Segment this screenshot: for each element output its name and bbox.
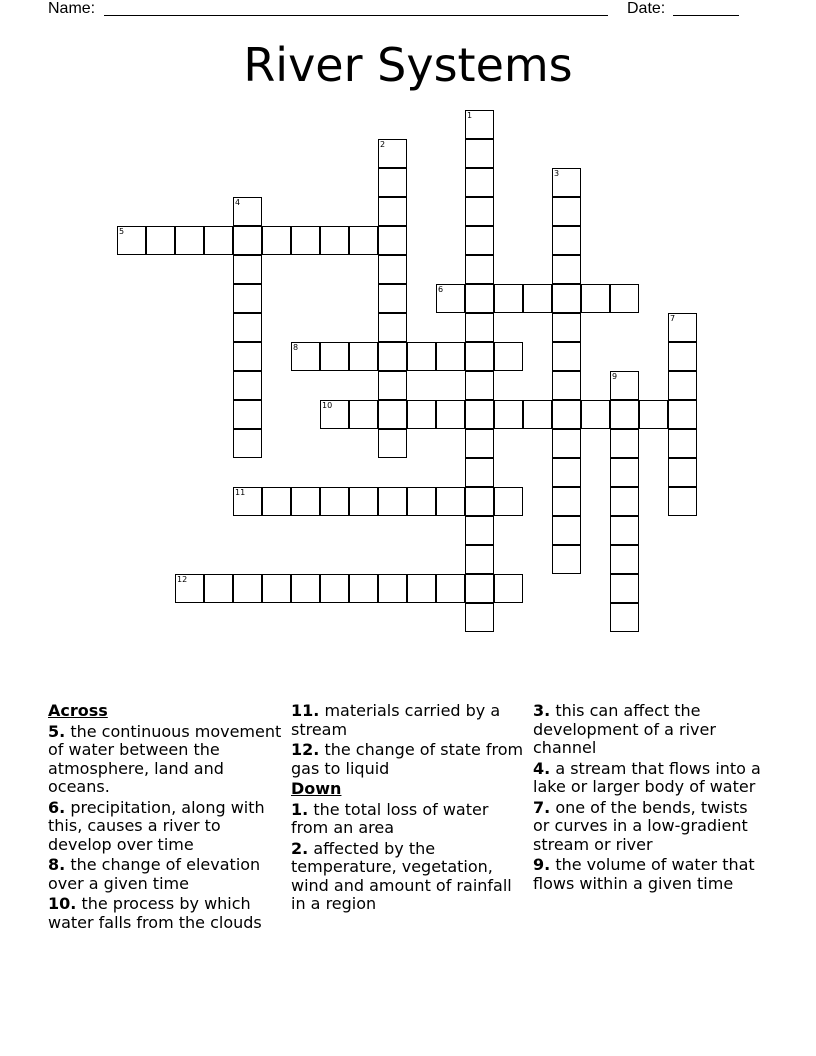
clue-down-9	[533, 856, 769, 893]
crossword-cell[interactable]	[552, 255, 581, 284]
crossword-cell[interactable]	[552, 429, 581, 458]
clue-number: 2.	[291, 838, 309, 858]
crossword-cell[interactable]	[233, 487, 262, 516]
crossword-cell[interactable]	[465, 342, 494, 371]
crossword-cell[interactable]	[552, 458, 581, 487]
crossword-cell[interactable]	[378, 139, 407, 168]
page-title: River Systems	[243, 38, 573, 92]
crossword-cell[interactable]	[610, 284, 639, 313]
clue-text: affected by the temperature, vegetation, wind and amount of rainfall in a region	[291, 838, 512, 913]
crossword-cell[interactable]	[378, 313, 407, 342]
crossword-cell[interactable]	[465, 139, 494, 168]
crossword-cell[interactable]	[465, 429, 494, 458]
crossword-cell[interactable]	[320, 487, 349, 516]
crossword-cell[interactable]	[233, 197, 262, 226]
crossword-cell[interactable]	[407, 487, 436, 516]
crossword-cell[interactable]	[378, 487, 407, 516]
crossword-cell[interactable]	[465, 168, 494, 197]
crossword-cell[interactable]	[349, 400, 378, 429]
crossword-cell[interactable]	[436, 284, 465, 313]
cell-number: 8	[293, 343, 299, 352]
crossword-cell[interactable]	[233, 284, 262, 313]
crossword-cell[interactable]	[494, 574, 523, 603]
crossword-cell[interactable]	[233, 255, 262, 284]
crossword-cell[interactable]	[610, 371, 639, 400]
cell-number: 11	[235, 488, 246, 497]
crossword-cell[interactable]	[552, 516, 581, 545]
crossword-cell[interactable]	[378, 226, 407, 255]
clue-down-1	[291, 801, 527, 838]
crossword-cell[interactable]	[407, 574, 436, 603]
crossword-cell[interactable]	[494, 400, 523, 429]
clue-down-7	[533, 799, 769, 855]
crossword-cell[interactable]	[465, 313, 494, 342]
crossword-cell[interactable]	[581, 284, 610, 313]
crossword-cell[interactable]	[552, 545, 581, 574]
crossword-cell[interactable]	[552, 197, 581, 226]
cell-number: 5	[119, 227, 125, 236]
crossword-cell[interactable]	[378, 255, 407, 284]
crossword-cell[interactable]	[291, 574, 320, 603]
clue-text: the change of elevation over a given time	[48, 855, 261, 893]
crossword-cell[interactable]	[552, 400, 581, 429]
crossword-cell[interactable]	[378, 284, 407, 313]
crossword-cell[interactable]	[378, 197, 407, 226]
down-heading: Down	[291, 779, 342, 798]
crossword-cell[interactable]	[668, 400, 697, 429]
cell-number: 10	[322, 401, 333, 410]
crossword-cell[interactable]	[465, 516, 494, 545]
clue-number: 9.	[533, 855, 551, 874]
clue-text: precipitation, along with this, causes a river to develop over time	[48, 797, 265, 854]
crossword-cell[interactable]	[378, 371, 407, 400]
crossword-cell[interactable]	[204, 226, 233, 255]
crossword-cell[interactable]	[552, 487, 581, 516]
crossword-cell[interactable]	[436, 342, 465, 371]
name-label: Name:	[48, 0, 96, 17]
crossword-cell[interactable]	[349, 487, 378, 516]
clue-number: 11.	[291, 701, 320, 720]
clue-down-2	[291, 840, 527, 914]
crossword-cell[interactable]	[233, 226, 262, 255]
crossword-cell[interactable]	[349, 574, 378, 603]
crossword-cell[interactable]	[668, 371, 697, 400]
clue-number: 1.	[291, 799, 309, 819]
clue-number: 4.	[533, 758, 551, 778]
crossword-cell[interactable]	[291, 226, 320, 255]
clues-column-3	[533, 702, 769, 895]
crossword-cell[interactable]	[291, 487, 320, 516]
crossword-cell[interactable]	[233, 371, 262, 400]
crossword-cell[interactable]	[610, 574, 639, 603]
clue-number: 12.	[291, 740, 320, 759]
crossword-cell[interactable]	[465, 574, 494, 603]
cell-number: 2	[380, 140, 386, 149]
crossword-cell[interactable]	[552, 168, 581, 197]
crossword-cell[interactable]	[233, 400, 262, 429]
clue-across-6	[48, 799, 284, 855]
date-label: Date:	[627, 0, 666, 17]
crossword-cell[interactable]	[494, 284, 523, 313]
clue-text: the continuous movement of water between the atmosphere, land and oceans.	[48, 721, 282, 796]
crossword-cell[interactable]	[465, 110, 494, 139]
clue-text: the total loss of water from an area	[291, 799, 489, 837]
crossword-cell[interactable]	[233, 429, 262, 458]
crossword-cell[interactable]	[349, 226, 378, 255]
crossword-cell[interactable]	[378, 429, 407, 458]
clue-across-8	[48, 856, 284, 893]
crossword-cell[interactable]	[233, 313, 262, 342]
clue-number: 3.	[533, 701, 551, 720]
crossword-cell[interactable]	[262, 226, 291, 255]
cell-number: 6	[438, 285, 444, 294]
crossword-cell[interactable]	[262, 574, 291, 603]
across-heading: Across	[48, 701, 108, 720]
crossword-cell[interactable]	[320, 342, 349, 371]
crossword-cell[interactable]	[349, 342, 378, 371]
clue-across-11	[291, 702, 527, 739]
crossword-cell[interactable]	[465, 487, 494, 516]
cell-number: 9	[612, 372, 618, 381]
crossword-cell[interactable]	[494, 342, 523, 371]
crossword-cell[interactable]	[494, 487, 523, 516]
clue-text: the process by which water falls from the clouds	[48, 894, 262, 932]
crossword-cell[interactable]	[610, 487, 639, 516]
cell-number: 1	[467, 111, 473, 120]
crossword-cell[interactable]	[262, 487, 291, 516]
clue-number: 7.	[533, 797, 551, 817]
crossword-cell[interactable]	[233, 342, 262, 371]
crossword-cell[interactable]	[465, 226, 494, 255]
crossword-cell[interactable]	[465, 284, 494, 313]
crossword-cell[interactable]	[436, 487, 465, 516]
clues-column-2	[291, 702, 527, 916]
crossword-cell[interactable]	[465, 545, 494, 574]
crossword-cell[interactable]	[552, 284, 581, 313]
crossword-cell[interactable]	[204, 574, 233, 603]
clue-number: 5.	[48, 721, 66, 741]
crossword-cell[interactable]	[465, 371, 494, 400]
crossword-cell[interactable]	[465, 400, 494, 429]
crossword-cell[interactable]	[523, 400, 552, 429]
crossword-cell[interactable]	[552, 313, 581, 342]
crossword-cell[interactable]	[610, 400, 639, 429]
clue-text: the volume of water that flows within a given time	[533, 855, 755, 893]
crossword-cell[interactable]	[581, 400, 610, 429]
clue-down-4	[533, 760, 769, 797]
clue-text: a stream that flows into a lake or larger body of water	[533, 758, 761, 796]
cell-number: 4	[235, 198, 241, 207]
crossword-cell[interactable]	[523, 284, 552, 313]
clue-across-10	[48, 895, 284, 932]
clue-text: one of the bends, twists or curves in a low-gradient stream or river	[533, 797, 748, 854]
crossword-cell[interactable]	[465, 255, 494, 284]
crossword-cell[interactable]	[407, 342, 436, 371]
crossword-cell[interactable]	[668, 487, 697, 516]
crossword-cell[interactable]	[436, 574, 465, 603]
clue-across-5	[48, 723, 284, 797]
crossword-cell[interactable]	[233, 574, 262, 603]
crossword-cell[interactable]	[465, 197, 494, 226]
clue-text: the change of state from gas to liquid	[291, 740, 524, 778]
crossword-cell[interactable]	[291, 342, 320, 371]
crossword-cell[interactable]	[465, 458, 494, 487]
crossword-cell[interactable]	[610, 516, 639, 545]
crossword-cell[interactable]	[668, 342, 697, 371]
crossword-cell[interactable]	[407, 400, 436, 429]
clues-column-1	[48, 702, 284, 934]
clue-number: 10.	[48, 894, 77, 913]
cell-number: 3	[554, 169, 560, 178]
crossword-cell[interactable]	[552, 371, 581, 400]
crossword-cell[interactable]	[146, 226, 175, 255]
crossword-cell[interactable]	[610, 458, 639, 487]
crossword-cell[interactable]	[639, 400, 668, 429]
crossword-cell[interactable]	[552, 342, 581, 371]
crossword-cell[interactable]	[378, 168, 407, 197]
crossword-cell[interactable]	[465, 603, 494, 632]
crossword-cell[interactable]	[668, 458, 697, 487]
clue-down-3	[533, 702, 769, 758]
crossword-cell[interactable]	[320, 574, 349, 603]
crossword-cell[interactable]	[436, 400, 465, 429]
crossword-cell[interactable]	[378, 574, 407, 603]
crossword-cell[interactable]	[117, 226, 146, 255]
crossword-cell[interactable]	[175, 574, 204, 603]
crossword-cell[interactable]	[668, 313, 697, 342]
crossword-cell[interactable]	[552, 226, 581, 255]
crossword-cell[interactable]	[610, 429, 639, 458]
clue-number: 6.	[48, 797, 66, 817]
crossword-cell[interactable]	[320, 400, 349, 429]
crossword-cell[interactable]	[610, 603, 639, 632]
cell-number: 12	[177, 575, 188, 584]
crossword-cell[interactable]	[668, 429, 697, 458]
crossword-cell[interactable]	[378, 342, 407, 371]
crossword-cell[interactable]	[610, 545, 639, 574]
cell-number: 7	[670, 314, 676, 323]
clue-across-12	[291, 741, 527, 778]
clue-number: 8.	[48, 855, 66, 874]
crossword-cell[interactable]	[175, 226, 204, 255]
crossword-cell[interactable]	[320, 226, 349, 255]
clue-text: materials carried by a stream	[291, 701, 501, 739]
clue-text: this can affect the development of a river channel	[533, 701, 716, 757]
crossword-cell[interactable]	[378, 400, 407, 429]
